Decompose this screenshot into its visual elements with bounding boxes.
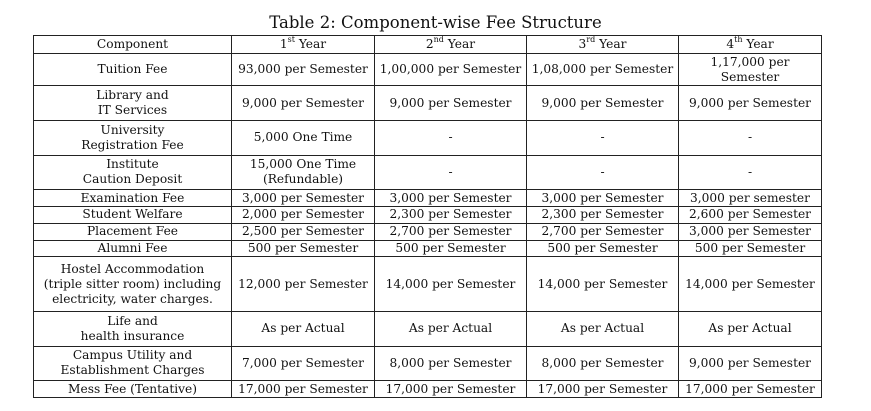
fee-value: 93,000 per Semester — [238, 62, 368, 77]
fee-value: 9,000 per Semester — [689, 95, 811, 110]
fee-structure-table — [33, 35, 822, 398]
table-row — [34, 207, 822, 224]
fee-value: As per Actual — [261, 321, 345, 336]
component-label-line: Campus Utility and — [72, 348, 193, 363]
fee-cell-year-4 — [679, 381, 822, 398]
fee-value: 2,000 per Semester — [242, 207, 364, 222]
fee-value: 1,00,000 per Semester — [379, 62, 522, 77]
component-cell — [34, 381, 232, 398]
component-label-line: Life and — [107, 313, 158, 328]
fee-cell-year-1 — [232, 240, 375, 257]
fee-cell-year-2 — [375, 86, 527, 121]
fee-value: 7,000 per Semester — [242, 355, 364, 370]
year-number: 1 — [279, 36, 288, 51]
fee-cell-year-2 — [375, 53, 527, 86]
fee-value: 17,000 per Semester — [685, 381, 815, 396]
table-row — [34, 53, 822, 86]
component-cell — [34, 207, 232, 224]
fee-value: As per Actual — [560, 321, 645, 336]
fee-value: - — [600, 164, 605, 179]
year-label: Year — [294, 36, 327, 51]
fee-cell-year-4 — [679, 120, 822, 155]
component-label-line: Registration Fee — [81, 137, 184, 152]
fee-value: 3,000 per Semester — [541, 190, 664, 205]
fee-value: - — [747, 130, 753, 145]
year-ordinal: th — [734, 35, 743, 44]
table-row — [34, 190, 822, 207]
table-row — [34, 381, 822, 398]
fee-cell-year-2 — [375, 155, 527, 190]
component-label-line: Student Welfare — [82, 207, 183, 222]
year-ordinal: st — [287, 35, 295, 44]
fee-cell-year-4 — [679, 86, 822, 121]
fee-value: 1,17,000 per Semester — [710, 54, 790, 84]
fee-value: 2,700 per Semester — [389, 224, 512, 239]
fee-value: 8,000 per Semester — [389, 355, 512, 370]
component-label-line: Library and — [96, 88, 169, 103]
fee-value: 500 per Semester — [395, 240, 506, 255]
fee-value: 15,000 One Time — [249, 157, 357, 172]
component-label-line: Hostel Accommodation — [60, 261, 205, 276]
fee-cell-year-1 — [232, 223, 375, 240]
fee-value: 2,700 per Semester — [541, 224, 664, 239]
fee-cell-year-2 — [375, 120, 527, 155]
table-row — [34, 120, 822, 155]
fee-cell-year-2 — [375, 381, 527, 398]
year-label: Year — [595, 36, 627, 51]
header-year-4 — [679, 36, 822, 54]
fee-value: (Refundable) — [262, 172, 344, 187]
fee-value: 8,000 per Semester — [541, 355, 664, 370]
table-row — [34, 311, 822, 346]
header-year-3 — [527, 36, 679, 54]
fee-cell-year-3 — [527, 240, 679, 257]
year-label: Year — [742, 36, 774, 51]
fee-cell-year-2 — [375, 223, 527, 240]
component-label-line: Mess Fee (Tentative) — [68, 381, 197, 396]
table-row — [34, 257, 822, 312]
fee-value: 9,000 per Semester — [242, 95, 364, 110]
table-row — [34, 155, 822, 190]
component-cell — [34, 155, 232, 190]
fee-value: 2,300 per Semester — [541, 207, 664, 222]
year-number: 2 — [425, 36, 434, 51]
fee-value: 9,000 per Semester — [541, 95, 664, 110]
fee-value: 14,000 per Semester — [537, 276, 668, 291]
fee-value: 5,000 One Time — [253, 130, 353, 145]
fee-value: 9,000 per Semester — [389, 95, 512, 110]
table-row — [34, 223, 822, 240]
fee-cell-year-2 — [375, 207, 527, 224]
fee-value: 3,000 per Semester — [242, 190, 364, 205]
header-year-1 — [232, 36, 375, 54]
fee-cell-year-4 — [679, 53, 822, 86]
fee-value: 3,000 per Semester — [389, 190, 512, 205]
component-cell — [34, 190, 232, 207]
fee-value: - — [448, 130, 453, 145]
fee-cell-year-4 — [679, 311, 822, 346]
year-ordinal: nd — [433, 35, 444, 44]
fee-cell-year-1 — [232, 257, 375, 312]
component-label-line: University — [100, 122, 165, 137]
fee-value: 17,000 per Semester — [537, 381, 668, 396]
fee-value: 17,000 per Semester — [385, 381, 516, 396]
fee-value: As per Actual — [708, 321, 792, 336]
table-row — [34, 86, 822, 121]
component-cell — [34, 223, 232, 240]
fee-value: 2,600 per Semester — [689, 207, 811, 222]
fee-cell-year-3 — [527, 120, 679, 155]
fee-value: 12,000 per Semester — [238, 276, 368, 291]
fee-value: 500 per Semester — [694, 240, 806, 255]
year-number: 4 — [726, 36, 735, 51]
component-label-line: IT Services — [97, 103, 168, 118]
fee-cell-year-3 — [527, 257, 679, 312]
fee-cell-year-4 — [679, 190, 822, 207]
fee-cell-year-2 — [375, 257, 527, 312]
fee-cell-year-3 — [527, 223, 679, 240]
component-label-line: Establishment Charges — [60, 363, 205, 378]
fee-cell-year-4 — [679, 240, 822, 257]
fee-cell-year-3 — [527, 155, 679, 190]
fee-value: 14,000 per Semester — [385, 276, 516, 291]
fee-cell-year-1 — [232, 53, 375, 86]
fee-cell-year-1 — [232, 346, 375, 381]
fee-cell-year-3 — [527, 86, 679, 121]
fee-cell-year-2 — [375, 346, 527, 381]
fee-value: 500 per Semester — [547, 240, 658, 255]
fee-value: - — [448, 164, 453, 179]
header-year-2 — [375, 36, 527, 54]
component-cell — [34, 346, 232, 381]
component-cell — [34, 257, 232, 312]
fee-value: 2,500 per Semester — [242, 224, 364, 239]
component-label-line: electricity, water charges. — [52, 291, 213, 306]
table-body — [34, 36, 822, 398]
component-label-line: (triple sitter room) including — [43, 276, 222, 291]
component-label-line: Institute — [106, 157, 159, 172]
fee-cell-year-4 — [679, 155, 822, 190]
fee-value: 14,000 per Semester — [685, 276, 815, 291]
fee-cell-year-1 — [232, 311, 375, 346]
year-label: Year — [443, 36, 476, 51]
fee-cell-year-1 — [232, 207, 375, 224]
component-label-line: Examination Fee — [80, 190, 185, 205]
fee-cell-year-1 — [232, 155, 375, 190]
table-row — [34, 240, 822, 257]
fee-cell-year-1 — [232, 190, 375, 207]
table-row — [34, 346, 822, 381]
fee-cell-year-3 — [527, 190, 679, 207]
fee-cell-year-3 — [527, 311, 679, 346]
fee-value: 17,000 per Semester — [238, 381, 368, 396]
component-cell — [34, 53, 232, 86]
fee-cell-year-2 — [375, 240, 527, 257]
fee-cell-year-3 — [527, 53, 679, 86]
fee-cell-year-3 — [527, 207, 679, 224]
fee-value: - — [600, 130, 605, 145]
fee-cell-year-1 — [232, 120, 375, 155]
fee-value: 3,000 per Semester — [689, 224, 811, 239]
fee-cell-year-1 — [232, 381, 375, 398]
header-component: Component — [34, 36, 232, 54]
fee-value: 2,300 per Semester — [389, 207, 512, 222]
year-ordinal: rd — [586, 35, 596, 44]
fee-value: 9,000 per Semester — [689, 355, 811, 370]
component-cell — [34, 120, 232, 155]
component-label-line: Caution Deposit — [82, 172, 183, 187]
fee-cell-year-4 — [679, 223, 822, 240]
table-caption: Table 2: Component-wise Fee Structure — [269, 13, 602, 32]
component-label-line: health insurance — [80, 328, 185, 343]
fee-cell-year-2 — [375, 311, 527, 346]
fee-value: 3,000 per semester — [690, 190, 810, 205]
fee-cell-year-4 — [679, 257, 822, 312]
component-cell — [34, 86, 232, 121]
fee-value: 500 per Semester — [247, 240, 359, 255]
fee-cell-year-3 — [527, 346, 679, 381]
fee-cell-year-4 — [679, 346, 822, 381]
component-cell — [34, 240, 232, 257]
fee-cell-year-4 — [679, 207, 822, 224]
component-label-line: Placement Fee — [86, 224, 178, 239]
component-cell — [34, 311, 232, 346]
component-label-line: Tuition Fee — [97, 62, 168, 77]
fee-value: As per Actual — [408, 321, 493, 336]
fee-value: - — [747, 164, 753, 179]
table-header-row — [34, 36, 822, 54]
fee-cell-year-2 — [375, 190, 527, 207]
fee-value: 1,08,000 per Semester — [531, 62, 674, 77]
year-number: 3 — [578, 36, 587, 51]
fee-cell-year-3 — [527, 381, 679, 398]
fee-cell-year-1 — [232, 86, 375, 121]
component-label-line: Alumni Fee — [97, 240, 168, 255]
